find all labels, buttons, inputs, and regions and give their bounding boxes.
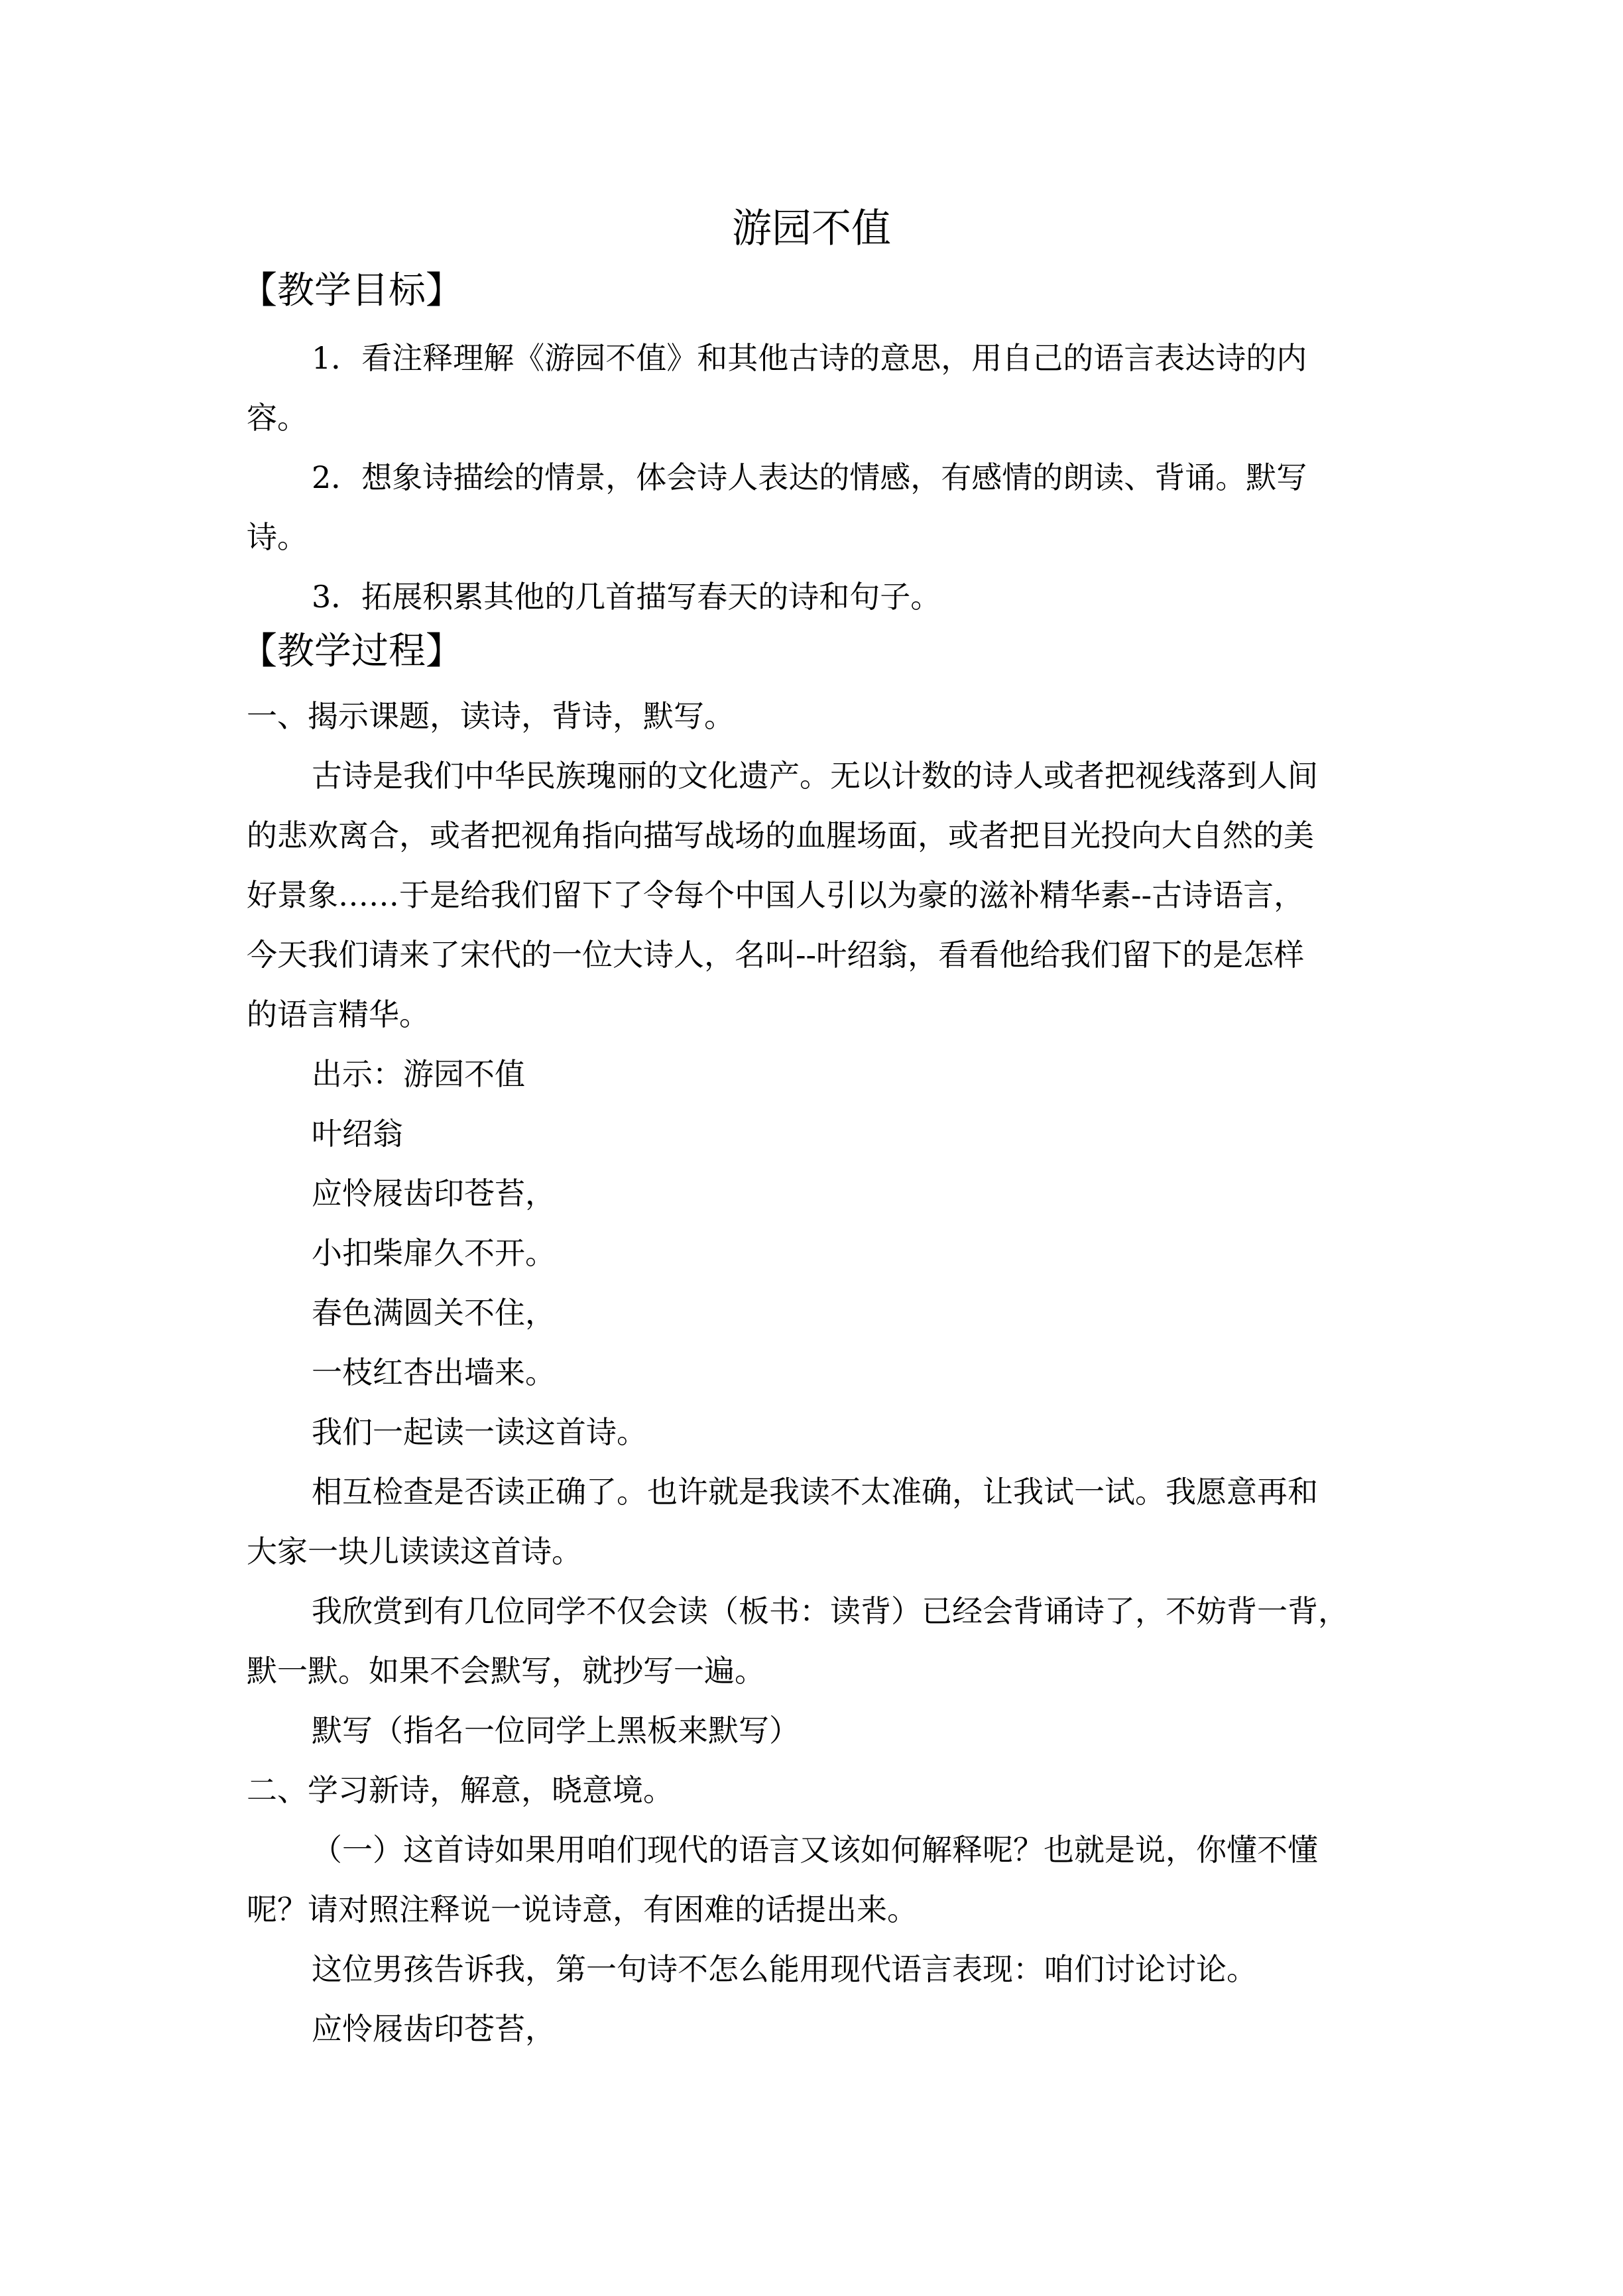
- intro-line: 今天我们请来了宋代的一位大诗人，名叫--叶绍翁，看看他给我们留下的是怎样: [247, 937, 1305, 973]
- intro-line: 的悲欢离合，或者把视角指向描写战场的血腥场面，或者把目光投向大自然的美: [247, 817, 1314, 853]
- show-label: 出示：游园不值: [312, 1056, 525, 1092]
- intro-line: 的语言精华。: [247, 997, 430, 1032]
- intro-line: 好景象……于是给我们留下了令每个中国人引以为豪的滋补精华素--古诗语言，: [247, 877, 1305, 913]
- question-line: （一）这首诗如果用咱们现代的语言又该如何解释呢？也就是说，你懂不懂: [312, 1832, 1318, 1868]
- objective-line: 诗。: [247, 519, 308, 555]
- read-together-line: 我们一起读一读这首诗。: [312, 1414, 647, 1450]
- process-heading: 【教学过程】: [240, 630, 463, 673]
- appreciate-line: 我欣赏到有几位同学不仅会读（板书：读背）已经会背诵诗了，不妨背一背，: [312, 1593, 1349, 1629]
- objective-line: 1．看注释理解《游园不值》和其他古诗的意思，用自己的语言表达诗的内: [312, 340, 1307, 376]
- poem-line-repeat: 应怜屐齿印苍苔，: [312, 2011, 556, 2047]
- poem-line: 一枝红杏出墙来。: [312, 1355, 556, 1390]
- poem-line: 应怜屐齿印苍苔，: [312, 1176, 556, 1211]
- poem-line: 小扣柴扉久不开。: [312, 1235, 556, 1271]
- check-line: 大家一块儿读读这首诗。: [247, 1534, 582, 1569]
- objective-line: 3．拓展积累其他的几首描写春天的诗和句子。: [312, 579, 941, 615]
- check-line: 相互检查是否读正确了。也许就是我读不太准确，让我试一试。我愿意再和: [312, 1474, 1318, 1510]
- intro-line: 古诗是我们中华民族瑰丽的文化遗产。无以计数的诗人或者把视线落到人间: [312, 758, 1318, 794]
- question-line: 呢？请对照注释说一说诗意，有困难的话提出来。: [247, 1892, 918, 1927]
- appreciate-line: 默一默。如果不会默写，就抄写一遍。: [247, 1653, 765, 1689]
- boy-line: 这位男孩告诉我，第一句诗不怎么能用现代语言表现：咱们讨论讨论。: [312, 1951, 1257, 1987]
- document-title: 游园不值: [732, 206, 891, 252]
- objective-line: 容。: [247, 400, 308, 436]
- section2-heading: 二、学习新诗，解意，晓意境。: [247, 1772, 674, 1808]
- poem-author: 叶绍翁: [312, 1116, 403, 1152]
- objectives-heading: 【教学目标】: [240, 269, 463, 312]
- dictation-line: 默写（指名一位同学上黑板来默写）: [312, 1713, 800, 1748]
- section1-heading: 一、揭示课题，读诗，背诗，默写。: [247, 698, 735, 734]
- poem-line: 春色满圆关不住，: [312, 1295, 556, 1331]
- objective-line: 2．想象诗描绘的情景，体会诗人表达的情感，有感情的朗读、背诵。默写: [312, 459, 1307, 495]
